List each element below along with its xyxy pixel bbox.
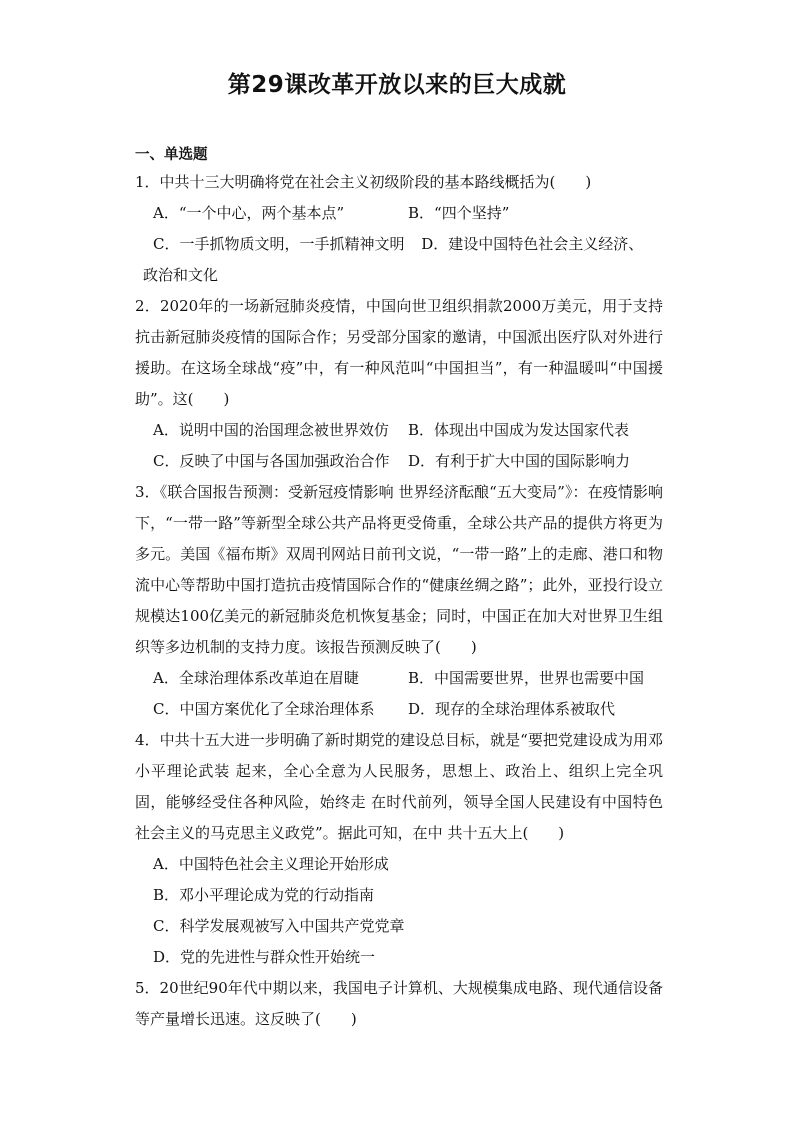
option-d: D．有利于扩大中国的国际影响力 <box>408 452 631 470</box>
question-stem: 3．《联合国报告预测：受新冠疫情影响 世界经济酝酿“五大变局”》：在疫情影响下，“一带一路”等新型全球公共产品将更受倚重，全球公共产品的提供方将更为多元。美国《福布斯》双周刊网站日前刊文说，“一带一路”上的走廊、港口和物流中心等帮助中国打造抗击疫情国际合作的“健康丝绸之路”；此外，亚投行设立规模达100亿美元的新冠肺炎危机恢复基金；同时，中国正在加大对世界卫生组织等多边机制的支持力度。该报告预测反映了( ) <box>135 483 663 656</box>
option-c: C．科学发展观被写入中国共产党党章 <box>153 917 405 935</box>
question-options <box>135 415 663 477</box>
question-stem: 5．20世纪90年代中期以来，我国电子计算机、大规模集成电路、现代通信设备等产量增长迅速。这反映了( ) <box>135 979 663 1028</box>
question-list <box>135 167 663 1035</box>
option-c: C．一手抓物质文明，一手抓精神文明 <box>153 235 405 253</box>
option-b: B．“四个坚持” <box>408 204 510 222</box>
question-3 <box>135 477 663 725</box>
option-b: B．邓小平理论成为党的行动指南 <box>153 886 375 904</box>
option-a: A．全球治理体系改革迫在眉睫 <box>153 669 359 687</box>
question-options <box>135 198 663 291</box>
option-c: C．中国方案优化了全球治理体系 <box>153 700 375 718</box>
option-a: A．说明中国的治国理念被世界效仿 <box>153 421 389 439</box>
option-c: C．反映了中国与各国加强政治合作 <box>153 452 390 470</box>
page-title: 第29课改革开放以来的巨大成就 <box>227 72 567 98</box>
section-heading: 一、单选题 <box>135 147 208 163</box>
question-stem: 2．2020年的一场新冠肺炎疫情，中国向世卫组织捐款2000万美元，用于支持抗击新冠肺炎疫情的国际合作；另受部分国家的邀请，中国派出医疗队对外进行援助。在这场全球战“疫”中，有一种风范叫“中国担当”，有一种温暖叫“中国援助”。这( ) <box>135 297 663 408</box>
option-d: D．现存的全球治理体系被取代 <box>408 700 616 718</box>
option-d-continued: 政治和文化 <box>143 266 219 284</box>
question-5 <box>135 973 663 1035</box>
question-4 <box>135 725 663 973</box>
option-a: A．中国特色社会主义理论开始形成 <box>153 855 389 873</box>
option-d: D．党的先进性与群众性开始统一 <box>153 948 376 966</box>
option-b: B．体现出中国成为发达国家代表 <box>408 421 630 439</box>
question-options <box>135 849 663 973</box>
question-stem: 1．中共十三大明确将党在社会主义初级阶段的基本路线概括为( ) <box>135 173 592 191</box>
question-1 <box>135 167 663 291</box>
option-d: D．建设中国特色社会主义经济、 <box>421 235 644 253</box>
question-stem: 4．中共十五大进一步明确了新时期党的建设总目标，就是“要把党建设成为用邓小平理论武装 起来，全心全意为人民服务，思想上、政治上、组织上完全巩固，能够经受住各种风险，始终走 在时代前列，领导全国人民建设有中国特色社会主义的马克思主义政党”。据此可知，在中 共十五大上( ) <box>135 731 663 842</box>
question-2 <box>135 291 663 477</box>
option-b: B．中国需要世界，世界也需要中国 <box>408 669 645 687</box>
option-a: A．“一个中心，两个基本点” <box>153 204 345 222</box>
question-options <box>135 663 663 725</box>
